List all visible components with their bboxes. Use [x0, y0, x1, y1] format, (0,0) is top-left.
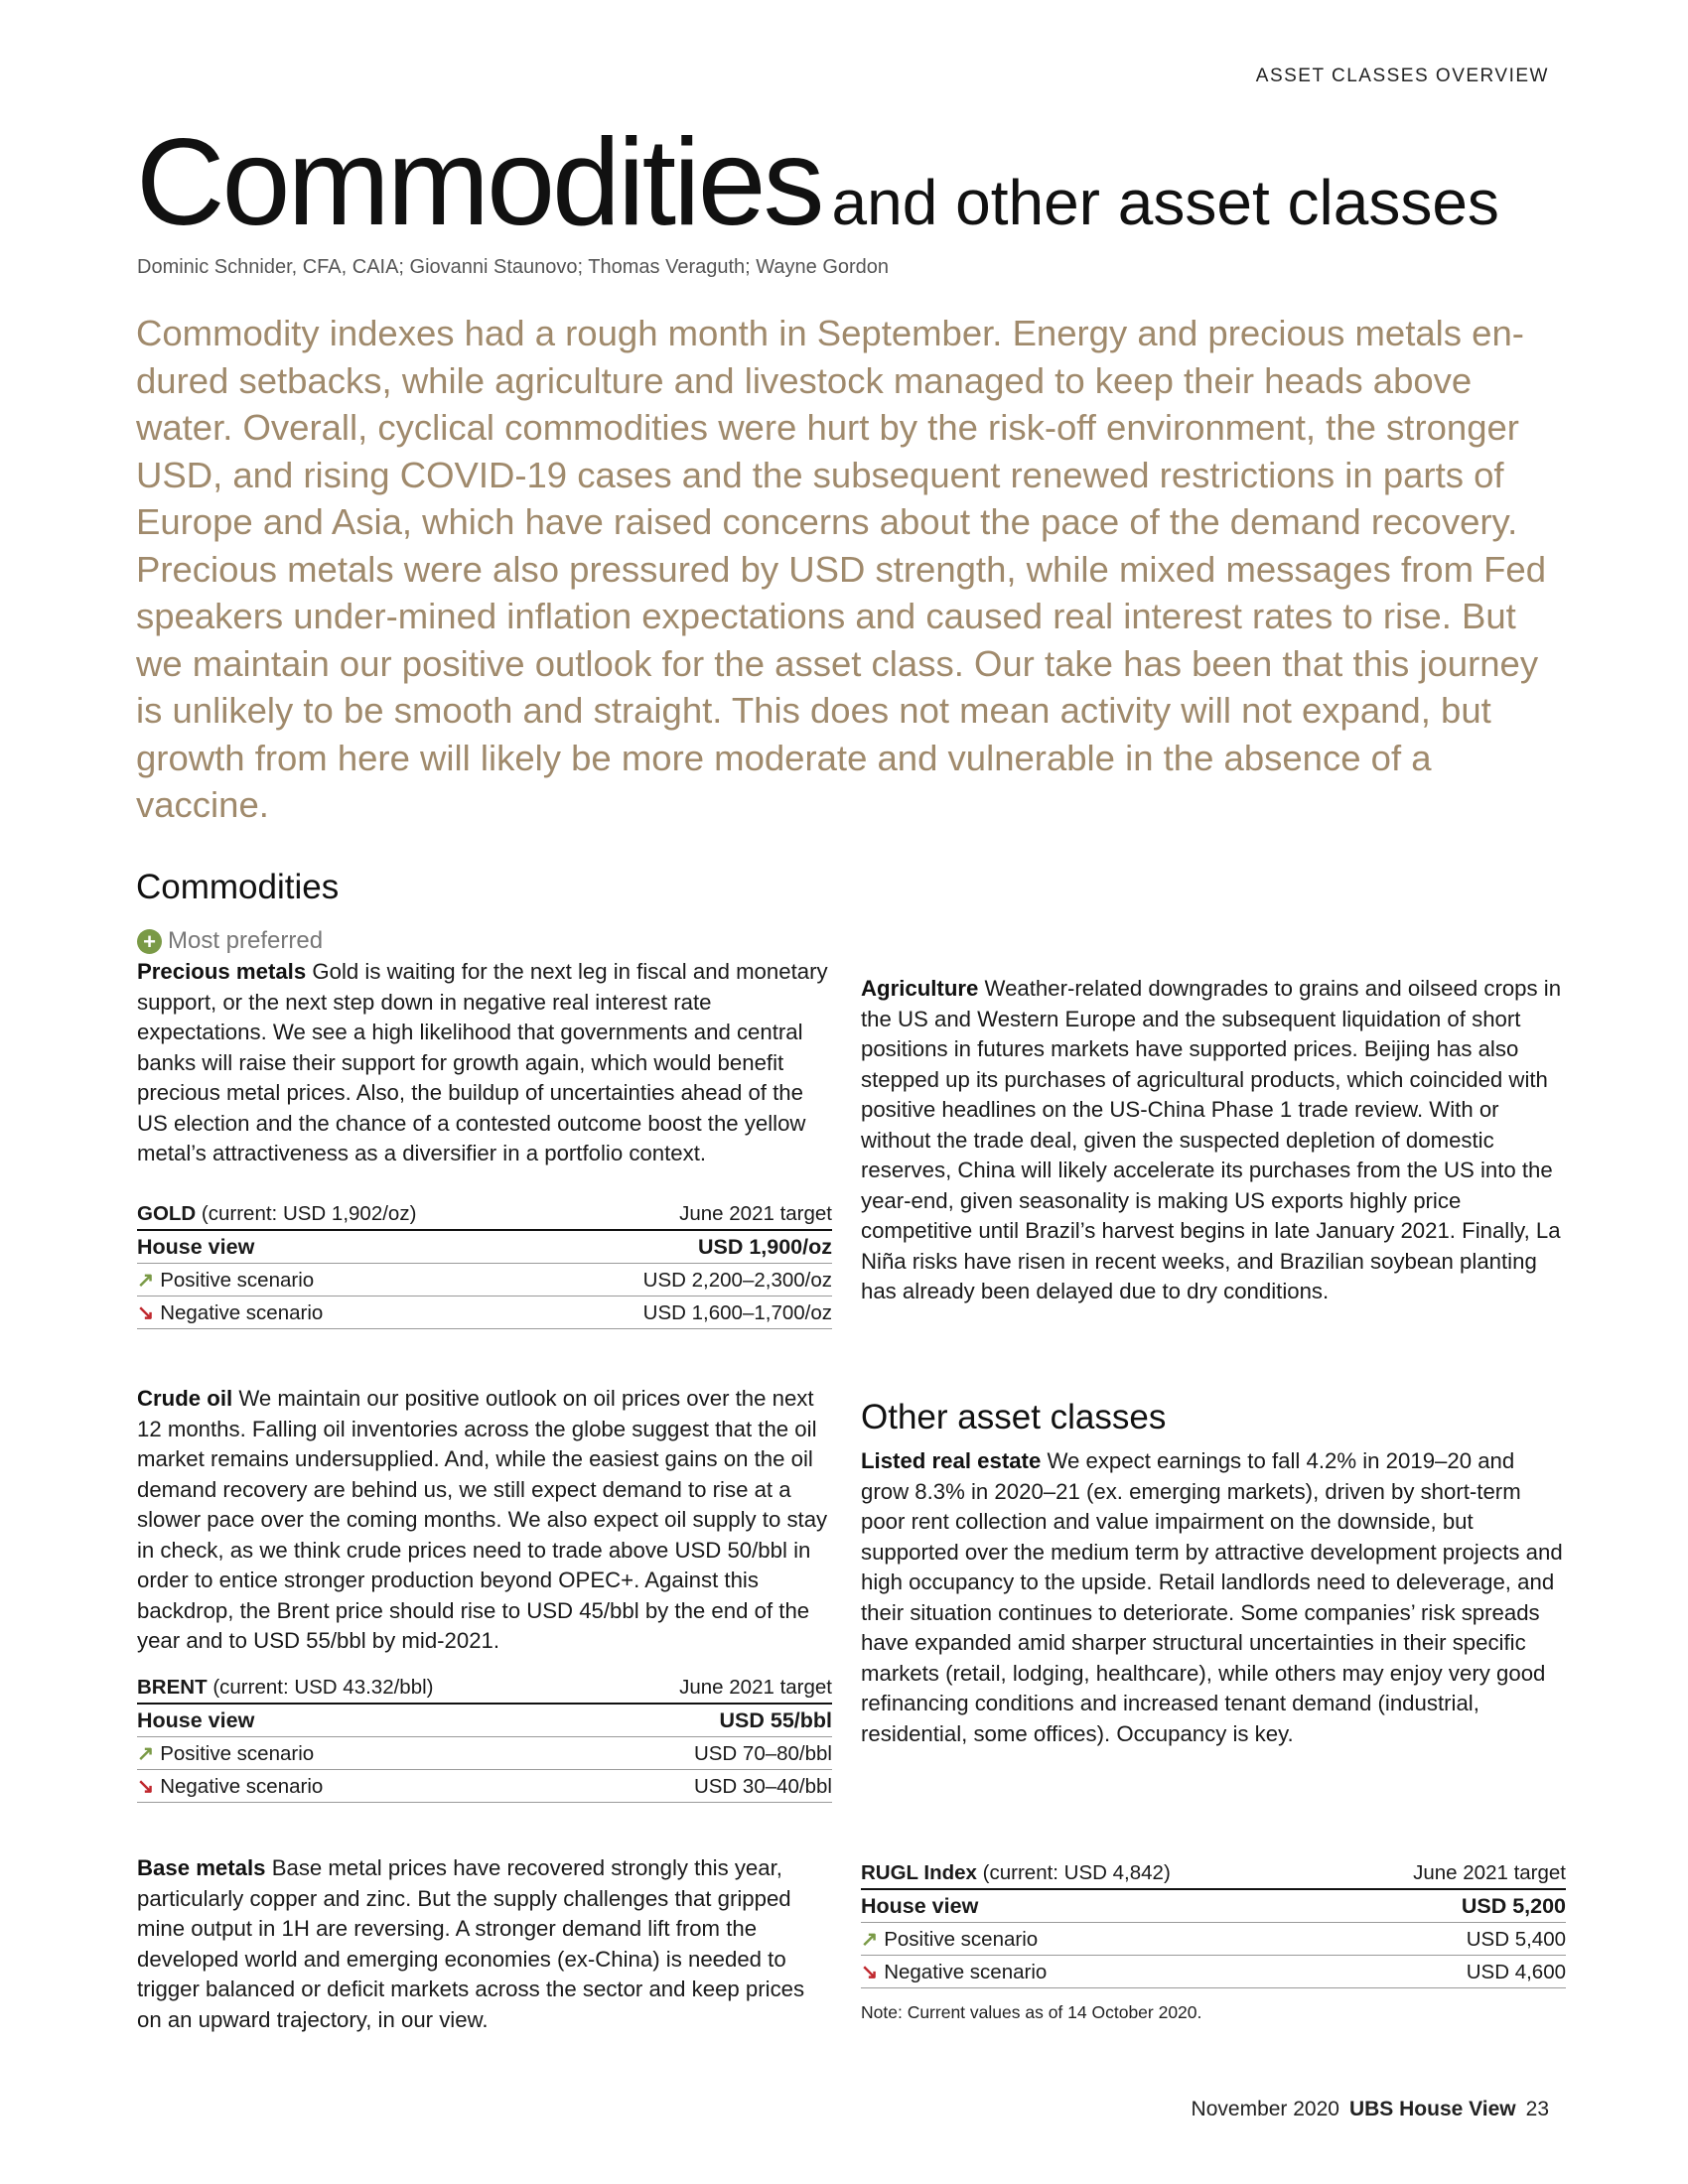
most-preferred-text: Most preferred — [168, 927, 324, 954]
footer-publication: UBS House View — [1348, 2098, 1516, 2120]
negative-label: Negative scenario — [160, 1301, 324, 1324]
table-name: RUGL Index — [861, 1861, 977, 1884]
table-row — [137, 1231, 832, 1264]
lead-paragraph: Commodity indexes had a rough month in September. Energy and precious metals en-dured setbacks, while agriculture and livestock managed to keep their heads above water. Overall, cyclical commodities were hurt by the risk-off environment, the stronger USD, and rising COVID-19 cases and the subsequent renewed restrictions in parts of Europe and Asia, which have raised concerns about the pace of the demand recovery. Precious metals were also pressured by USD strength, while mixed messages from Fed speakers under-mined inflation expectations and caused real interest rates to rise. But we maintain our positive outlook for the asset class. Our take has been that this journey is unlikely to be smooth and straight. This does not mean activity will not expand, but growth from here will likely be more moderate and vulnerable in the absence of a vaccine. — [136, 313, 1547, 825]
table-row — [137, 1737, 832, 1770]
table-name: GOLD — [137, 1202, 197, 1225]
table-row — [861, 1923, 1566, 1956]
agriculture-paragraph — [861, 974, 1566, 1307]
table-row — [137, 1705, 832, 1737]
table-target-label: June 2021 target — [679, 1202, 832, 1225]
arrow-down-right-icon: ↘ — [137, 1775, 155, 1798]
negative-value: USD 4,600 — [1466, 1961, 1566, 1983]
agriculture-text: Weather-related downgrades to grains and oilseed crops in the US and Western Europe and the subsequent liquidation of short positions in futures markets have supported prices. Beijing has also stepped up its purchases of agricultural products, which coincided with positive headlines on the US-China Phase 1 trade review. With or without the trade deal, given the suspected depletion of domestic reserves, China will likely accelerate its purchases from the US into the year-end, given seasonality is making US exports highly price competitive until Brazil’s harvest begins in late January 2021. Finally, La Niña risks have risen in recent weeks, and Brazilian soybean planting has already been delayed due to dry conditions. — [861, 976, 1562, 1303]
real-estate-title: Listed real estate — [861, 1448, 1042, 1473]
crude-oil-paragraph — [137, 1384, 832, 1657]
table-target-label: June 2021 target — [679, 1676, 832, 1699]
authors: Dominic Schnider, CFA, CAIA; Giovanni Staunovo; Thomas Veraguth; Wayne Gordon — [137, 256, 890, 278]
brent-table — [137, 1669, 832, 1803]
negative-label: Negative scenario — [884, 1961, 1048, 1983]
footer-date: November 2020 — [1191, 2098, 1339, 2120]
most-preferred-label — [137, 927, 323, 955]
table-current: (current: USD 4,842) — [982, 1861, 1171, 1884]
table-header-row — [137, 1195, 832, 1231]
positive-value: USD 5,400 — [1466, 1928, 1566, 1951]
title-sub: and other asset classes — [831, 167, 1499, 238]
real-estate-text: We expect earnings to fall 4.2% in 2019–20 and grow 8.3% in 2020–21 (ex. emerging markets), driven by short-term poor rent collection and value impairment on the downside, but supported over the medium term by attractive development projects and high occupancy to the upside. Retail landlords need to deleverage, and their situation continues to deteriorate. Some companies’ risk spreads have expanded amid sharper structural uncertainties in their specific markets (retail, lodging, healthcare), while others may enjoy very good refinancing conditions and increased tenant demand (industrial, residential, some offices). Occupancy is key. — [861, 1448, 1563, 1746]
title-main: Commodities — [136, 114, 822, 251]
house-view-label: House view — [137, 1708, 255, 1732]
positive-label: Positive scenario — [160, 1742, 315, 1765]
negative-label: Negative scenario — [160, 1775, 324, 1798]
rugl-table — [861, 1854, 1566, 1988]
arrow-up-right-icon: ↗ — [861, 1928, 879, 1951]
positive-value: USD 70–80/bbl — [693, 1742, 832, 1765]
gold-table — [137, 1195, 832, 1329]
precious-metals-text: Gold is waiting for the next leg in fiscal and monetary support, or the next step down in negative real interest rate expectations. We see a high likelihood that governments and central banks will raise their support for growth again, which would benefit precious metal prices. Also, the buildup of uncertainties ahead of the US election and the chance of a contested outcome boost the yellow metal’s attractiveness as a diversifier in a portfolio context. — [137, 959, 828, 1165]
house-view-value: USD 1,900/oz — [697, 1235, 832, 1259]
agriculture-title: Agriculture — [861, 976, 979, 1001]
table-row — [861, 1890, 1566, 1923]
other-asset-classes-heading: Other asset classes — [861, 1398, 1167, 1436]
positive-value: USD 2,200–2,300/oz — [642, 1269, 832, 1292]
commodities-heading: Commodities — [136, 868, 340, 906]
precious-metals-title: Precious metals — [137, 959, 307, 984]
table-note: Note: Current values as of 14 October 2020. — [861, 2002, 1202, 2022]
arrow-down-right-icon: ↘ — [137, 1301, 155, 1324]
negative-value: USD 1,600–1,700/oz — [642, 1301, 832, 1324]
arrow-down-right-icon: ↘ — [861, 1961, 879, 1983]
house-view-label: House view — [861, 1894, 979, 1918]
house-view-value: USD 55/bbl — [719, 1708, 832, 1732]
crude-oil-text: We maintain our positive outlook on oil prices over the next 12 months. Falling oil inventories across the globe suggest that the oil market remains undersupplied. And, while the easiest gains on the oil demand recovery are behind us, we still expect demand to rise at a slower pace over the coming months. We also expect oil supply to stay in check, as we think crude prices need to trade above USD 50/bbl in order to entice stronger production beyond OPEC+. Against this backdrop, the Brent price should rise to USD 45/bbl by the end of the year and to USD 55/bbl by mid-2021. — [137, 1386, 828, 1653]
table-row — [137, 1297, 832, 1329]
base-metals-title: Base metals — [137, 1855, 266, 1880]
base-metals-paragraph — [137, 1853, 832, 2035]
positive-label: Positive scenario — [160, 1269, 315, 1292]
table-current: (current: USD 43.32/bbl) — [212, 1676, 434, 1699]
house-view-value: USD 5,200 — [1461, 1894, 1566, 1918]
table-row — [137, 1264, 832, 1297]
table-row — [137, 1770, 832, 1803]
table-header-row — [137, 1669, 832, 1705]
crude-oil-title: Crude oil — [137, 1386, 233, 1411]
table-header-row — [861, 1854, 1566, 1890]
arrow-up-right-icon: ↗ — [137, 1269, 155, 1292]
house-view-label: House view — [137, 1235, 255, 1259]
arrow-up-right-icon: ↗ — [137, 1742, 155, 1765]
page-title — [136, 114, 1499, 251]
negative-value: USD 30–40/bbl — [693, 1775, 832, 1798]
plus-circle-icon: + — [137, 929, 162, 954]
real-estate-paragraph — [861, 1446, 1566, 1749]
positive-label: Positive scenario — [884, 1928, 1039, 1951]
page-footer — [1192, 2098, 1549, 2121]
precious-metals-paragraph — [137, 957, 832, 1169]
table-row — [861, 1956, 1566, 1988]
section-label: ASSET CLASSES OVERVIEW — [1255, 66, 1549, 86]
table-target-label: June 2021 target — [1413, 1861, 1566, 1884]
base-metals-text: Base metal prices have recovered strongly this year, particularly copper and zinc. But the supply challenges that gripped mine output in 1H are reversing. A stronger demand lift from the developed world and emerging economies (ex-China) is needed to trigger balanced or deficit markets across the sector and keep prices on an upward trajectory, in our view. — [137, 1855, 805, 2032]
table-name: BRENT — [137, 1676, 208, 1699]
table-current: (current: USD 1,902/oz) — [201, 1202, 417, 1225]
page-number: 23 — [1525, 2098, 1549, 2120]
